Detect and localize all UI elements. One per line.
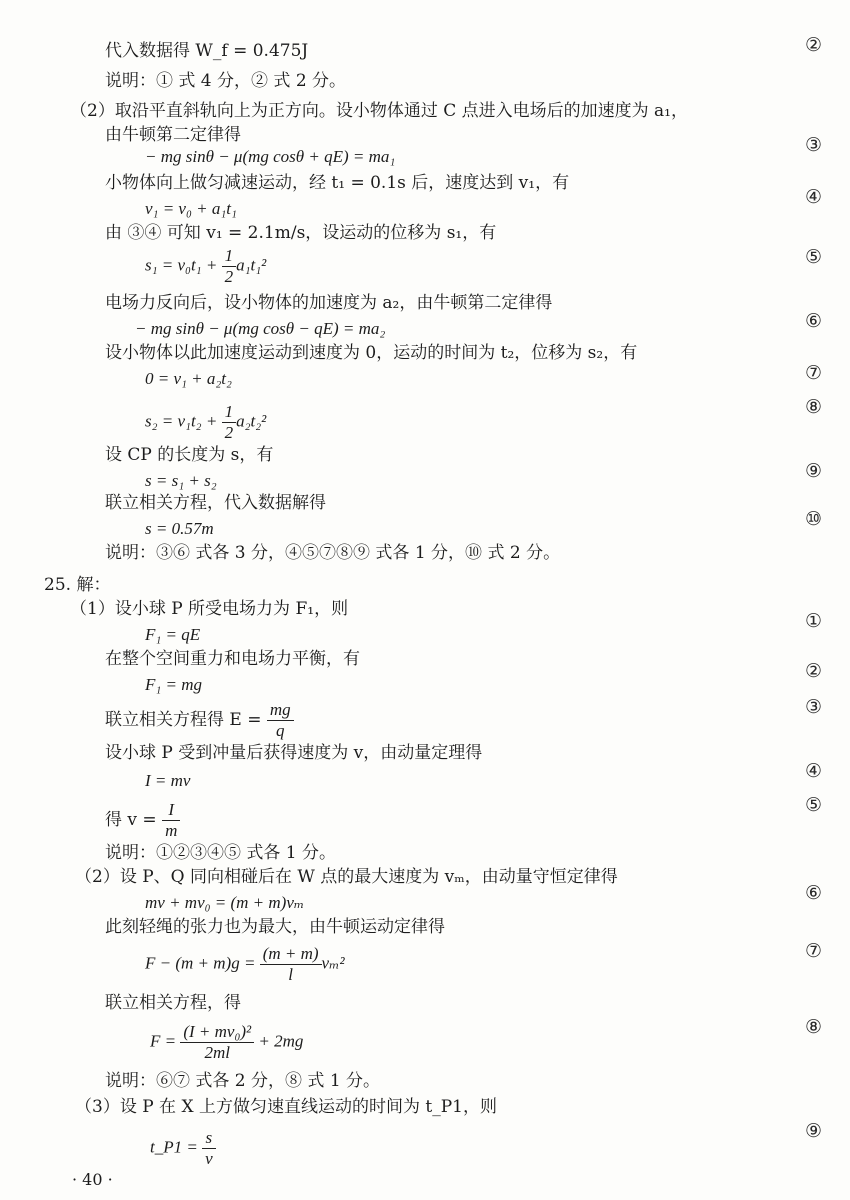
equation — [145, 402, 266, 443]
fraction-F — [180, 1022, 254, 1063]
equation — [105, 700, 294, 741]
fraction-tP1 — [202, 1128, 216, 1169]
text-line: 电场力反向后，设小物体的加速度为 a₂，由牛顿第二定律得 — [105, 293, 553, 313]
text-line: 代入数据得 W_f = 0.475J — [105, 41, 309, 61]
equation-number: ② — [804, 660, 822, 682]
fraction-F-vm — [260, 944, 322, 985]
equation-number: ⑨ — [804, 1120, 822, 1142]
fraction-top: mg — [267, 700, 294, 721]
equation — [150, 1128, 216, 1169]
text-line: 由牛顿第二定律得 — [105, 125, 241, 145]
text-line: 此刻轻绳的张力也为最大，由牛顿运动定律得 — [105, 917, 445, 937]
text-line: 说明：③⑥ 式各 3 分，④⑤⑦⑧⑨ 式各 1 分，⑩ 式 2 分。 — [105, 543, 561, 563]
fraction-bottom: 2 — [224, 267, 234, 286]
fraction-bottom: m — [165, 821, 178, 840]
fraction-top: 1 — [222, 246, 237, 267]
equation-number: ④ — [804, 186, 822, 208]
eq-s2-lead: s₂ = v₁t₂ + — [145, 411, 222, 431]
eq-tP1-lead: t_P1 = — [150, 1137, 203, 1157]
eq-F-tail: vₘ² — [321, 953, 345, 973]
eq-v-lead: 得 v = — [105, 810, 163, 830]
fraction-E — [267, 700, 294, 741]
fraction-top: (I + mv₀)² — [180, 1022, 254, 1043]
equation-number: ⑦ — [804, 362, 822, 384]
text-line: （3）设 P 在 X 上方做匀速直线运动的时间为 t_P1，则 — [75, 1097, 497, 1117]
text-line: 联立相关方程，得 — [105, 993, 241, 1013]
text-line: 说明：⑥⑦ 式各 2 分，⑧ 式 1 分。 — [105, 1071, 381, 1091]
fraction-top: s — [202, 1128, 216, 1149]
equation-number: ⑩ — [804, 508, 822, 530]
text-line: 设小球 P 受到冲量后获得速度为 v，由动量定理得 — [105, 743, 483, 763]
equation-number: ④ — [804, 760, 822, 782]
fraction-half — [222, 246, 237, 287]
equation-number: ⑥ — [804, 882, 822, 904]
equation-number: ⑧ — [804, 396, 822, 418]
equation — [145, 944, 345, 985]
eq-s1-tail: a₁t₁² — [236, 255, 267, 275]
equation: − mg sinθ − μ(mg cosθ + qE) = ma₁ — [145, 147, 396, 166]
text-line: （2）取沿平直斜轨向上为正方向。设小物体通过 C 点进入电场后的加速度为 a₁， — [70, 101, 688, 121]
equation: s = s₁ + s₂ — [145, 471, 217, 490]
fraction-bottom: 2ml — [204, 1043, 230, 1062]
fraction-half — [222, 402, 237, 443]
equation-number: ③ — [804, 696, 822, 718]
page-number: · 40 · — [72, 1170, 113, 1189]
eq-F2-tail: + 2mg — [254, 1031, 304, 1051]
text-line: 在整个空间重力和电场力平衡，有 — [105, 649, 360, 669]
equation — [150, 1022, 303, 1063]
text-line: （1）设小球 P 所受电场力为 F₁，则 — [70, 599, 349, 619]
fraction-bottom: q — [276, 721, 285, 740]
equation: − mg sinθ − μ(mg cosθ − qE) = ma₂ — [135, 319, 386, 338]
equation — [145, 246, 266, 287]
equation-number: ⑤ — [804, 794, 822, 816]
equation: 0 = v₁ + a₂t₂ — [145, 369, 232, 388]
text-line: 小物体向上做匀减速运动，经 t₁ = 0.1s 后，速度达到 v₁，有 — [105, 173, 570, 193]
fraction-bottom: 2 — [224, 423, 234, 442]
fraction-top: 1 — [222, 402, 237, 423]
fraction-v — [162, 800, 180, 841]
equation: s = 0.57m — [145, 519, 214, 538]
equation-number: ⑤ — [804, 246, 822, 268]
equation-number: ⑦ — [804, 940, 822, 962]
eq-s2-tail: a₂t₂² — [236, 411, 267, 431]
text-line: 由 ③④ 可知 v₁ = 2.1m/s，设运动的位移为 s₁，有 — [105, 223, 497, 243]
equation-number: ③ — [804, 134, 822, 156]
equation-number: ⑥ — [804, 310, 822, 332]
equation: mv + mv₀ = (m + m)vₘ — [145, 893, 305, 912]
eq-E-lead: 联立相关方程得 E = — [105, 710, 267, 730]
equation-number: ⑧ — [804, 1016, 822, 1038]
fraction-bottom: l — [288, 965, 293, 984]
equation: I = mv — [145, 771, 191, 790]
text-line: 联立相关方程，代入数据解得 — [105, 493, 326, 513]
fraction-top: (m + m) — [260, 944, 322, 965]
text-line: 说明：①②③④⑤ 式各 1 分。 — [105, 843, 337, 863]
equation: F₁ = mg — [145, 675, 203, 694]
text-line: 说明：① 式 4 分，② 式 2 分。 — [105, 71, 347, 91]
fraction-top: I — [162, 800, 180, 821]
eq-F2-lead: F = — [150, 1031, 181, 1051]
eq-s1-lead: s₁ = v₀t₁ + — [145, 255, 222, 275]
problem-heading: 25. 解： — [44, 575, 111, 595]
equation-number: ② — [804, 34, 822, 56]
equation: v₁ = v₀ + a₁t₁ — [145, 199, 237, 218]
equation-number: ① — [804, 610, 822, 632]
fraction-bottom: v — [205, 1149, 213, 1168]
text-line: （2）设 P、Q 同向相碰后在 W 点的最大速度为 vₘ，由动量守恒定律得 — [75, 867, 618, 887]
text-line: 设小物体以此加速度运动到速度为 0，运动的时间为 t₂，位移为 s₂，有 — [105, 343, 638, 363]
equation: F₁ = qE — [145, 625, 201, 644]
text-line: 设 CP 的长度为 s，有 — [105, 445, 274, 465]
equation — [105, 800, 180, 841]
equation-number: ⑨ — [804, 460, 822, 482]
eq-F-lead: F − (m + m)g = — [145, 953, 260, 973]
